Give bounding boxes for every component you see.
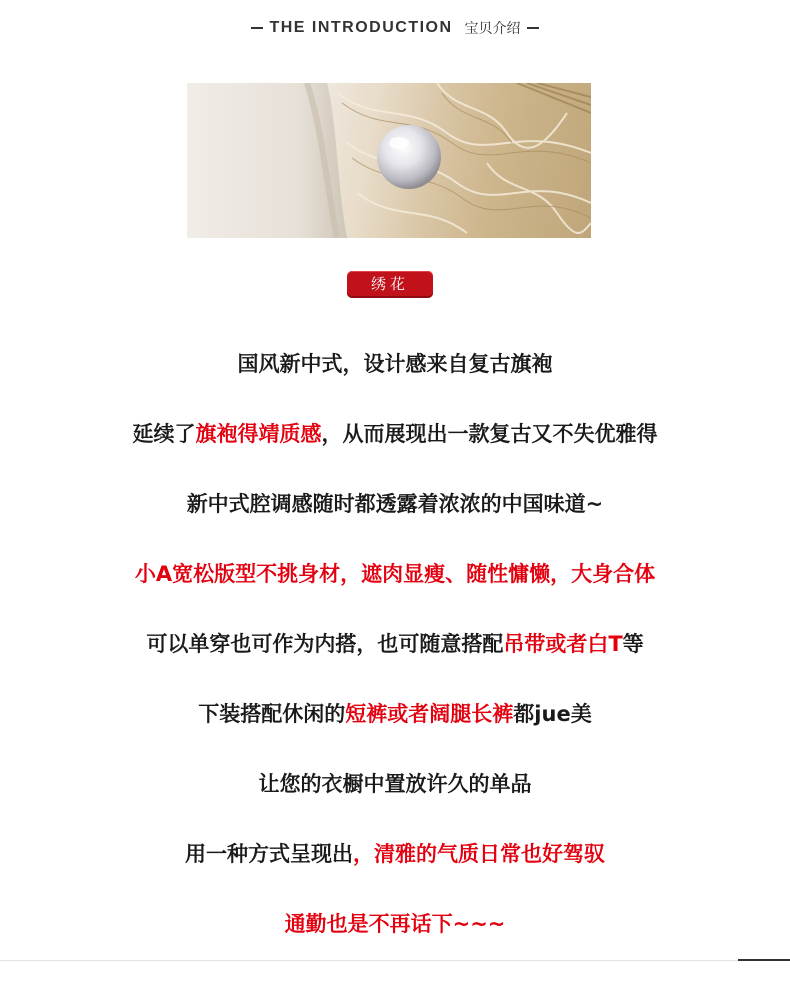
intro-line-6-pre: 下装搭配休闲的 — [198, 702, 346, 726]
intro-line-2-post: ，从而展现出一款复古又不失优雅得 — [321, 422, 658, 446]
product-detail-photo — [187, 83, 591, 238]
intro-line-6-highlight: 短裤或者阔腿长裤 — [345, 702, 514, 726]
intro-line-6-post: 都jue美 — [513, 702, 592, 726]
intro-line-2-pre: 延续了 — [132, 422, 196, 446]
intro-line-8-pre: 用一种方式呈现出 — [185, 842, 353, 866]
header-title-en: THE INTRODUCTION — [269, 19, 453, 36]
intro-line-5-pre: 可以单穿也可作为内搭，也可随意搭配 — [146, 632, 504, 656]
intro-line-1: 国风新中式，设计感来自复古旗袍 — [237, 352, 553, 376]
intro-line-2-highlight: 旗袍得靖质感 — [195, 422, 322, 446]
embroidery-badge: 绣花 — [347, 271, 433, 298]
intro-line-8 — [0, 840, 790, 868]
footer-divider — [0, 960, 738, 961]
intro-line-7: 让您的衣橱中置放许久的单品 — [258, 772, 532, 796]
intro-line-4: 小A宽松版型不挑身材，遮肉显瘦、随性慵懒，大身合体 — [134, 562, 656, 586]
intro-line-5-highlight: 吊带或者白T — [503, 632, 623, 656]
section-header — [0, 16, 790, 40]
left-dash-icon — [251, 27, 263, 29]
intro-line-5-post: 等 — [622, 632, 644, 656]
intro-line-8-highlight: ，清雅的气质日常也好驾驭 — [353, 842, 605, 866]
intro-line-3: 新中式腔调感随时都透露着浓浓的中国味道~ — [186, 492, 604, 516]
intro-line-9: 通勤也是不再话下~~~ — [284, 912, 506, 936]
right-dash-icon — [527, 27, 539, 29]
intro-line-2 — [0, 420, 790, 448]
intro-line-6 — [0, 700, 790, 728]
header-title-cn: 宝贝介绍 — [464, 21, 521, 37]
intro-line-5 — [0, 630, 790, 658]
footer-divider-accent — [738, 959, 790, 961]
